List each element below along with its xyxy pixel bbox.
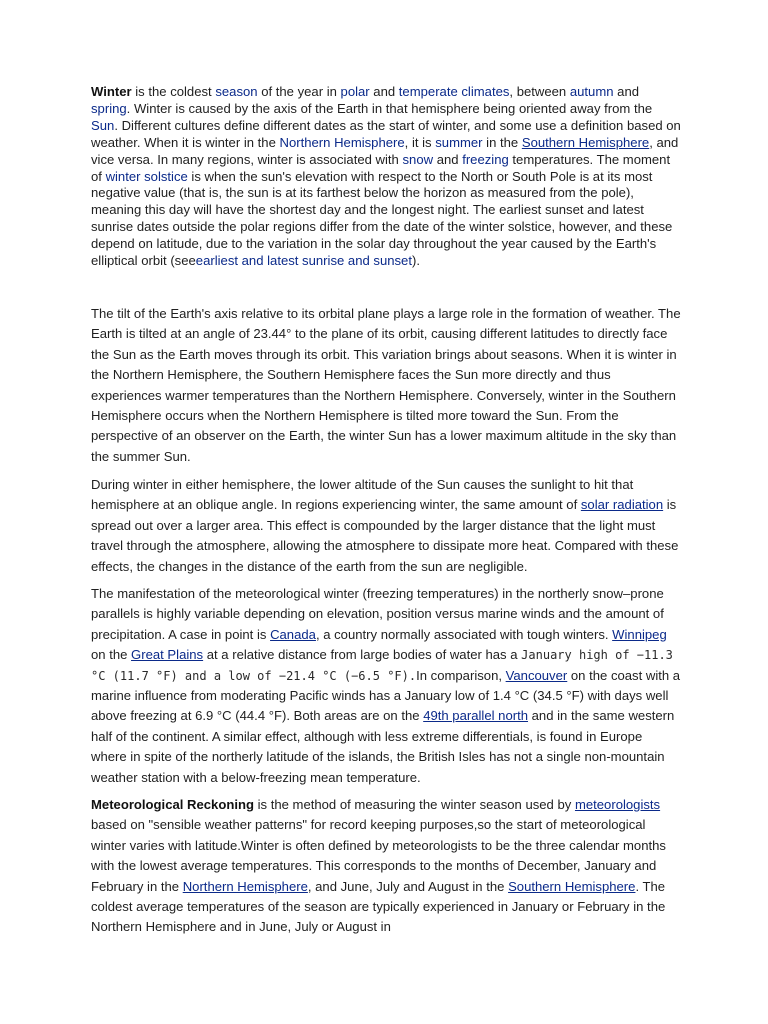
link-summer[interactable]: summer (435, 134, 483, 150)
link-southern-hemisphere-2[interactable]: Southern Hemisphere (508, 878, 636, 894)
link-vancouver[interactable]: Vancouver (505, 667, 568, 683)
link-season[interactable]: season (215, 84, 258, 99)
link-earliest-latest-sunrise-sunset[interactable]: earliest and latest sunrise and sunset (195, 253, 412, 269)
link-meteorologists[interactable]: meteorologists (574, 797, 661, 812)
text-run: , a country normally associated with tough winters. (315, 626, 613, 642)
link-great-plains[interactable]: Great Plains (131, 647, 204, 663)
text-run: is the method of measuring the winter season used by (253, 797, 575, 812)
link-autumn[interactable]: autumn (569, 84, 614, 99)
paragraph-axis-tilt: The tilt of the Earth's axis relative to its orbital plane plays a large role in the formation of weather. The Earth is tilted at an angle of 23.44° to the plane of its orbit, causing different latitudes to directly face the Sun as the Earth moves through its orbit. This variation brings about seasons. When it is winter in the Northern Hemisphere, the Southern Hemisphere faces the Sun more directly and thus experiences warmer temperatures than the Northern Hemisphere. Conversely, winter in the Southern Hemisphere occurs when the Northern Hemisphere is tilted more toward the Sun. From the perspective of an observer on the Earth, the winter Sun has a lower maximum altitude in the sky than the summer Sun. (91, 306, 681, 464)
text-run: , and vice versa. In many regions, winter is associated with (91, 134, 679, 167)
link-southern-hemisphere[interactable]: Southern Hemisphere (521, 134, 650, 150)
text-run: The manifestation of the meteorological winter (freezing temperatures) in the northerly snow–prone parallels is highly variable depending on elevation, position versus marine winds and the amount of precipitation. A case in point is (91, 586, 664, 642)
link-solar-radiation[interactable]: solar radiation (580, 497, 664, 513)
link-49th-parallel-north[interactable]: 49th parallel north (423, 708, 529, 724)
text-run: based on "sensible weather patterns" for record keeping purposes,so the start of meteorological winter varies with latitude.Winter is often defined by meteorologists to be the three calendar months with the lowest average temperatures. This corresponds to the months of December, January and February in the (91, 817, 666, 894)
paragraph-oblique-angle (91, 475, 681, 577)
link-sun[interactable]: Sun (91, 117, 115, 133)
winnipeg-temperature-text: January high of −11.3 °C (11.7 °F) and a low of −21.4 °C (−6.5 °F). (91, 648, 673, 683)
text-run: . The coldest average temperatures of the season are typically experienced in January or February in the Northern Hemisphere and in June, July or August in (91, 878, 666, 935)
text-run: temperatures. The moment of (91, 151, 671, 184)
link-spring[interactable]: spring (91, 100, 127, 116)
link-northern-hemisphere-2[interactable]: Northern Hemisphere (182, 878, 308, 894)
term-winter: Winter (91, 84, 132, 99)
link-winter-solstice[interactable]: winter solstice (105, 168, 188, 184)
text-run: is the coldest (131, 84, 216, 99)
link-polar[interactable]: polar (340, 84, 370, 99)
text-run: of the year in (257, 84, 341, 99)
link-temperate-climates[interactable]: temperate climates (398, 84, 510, 99)
text-run: , between (509, 84, 570, 99)
text-run: is when the sun's elevation with respect to the North or South Pole is at its most negative value (that is, the sun is at its farthest below the horizon as measured from the pole), meaning this day will have the shortest day and the longest night. The earliest sunset and latest sunrise dates outside the polar regions differ from the date of the winter solstice, however, and these depend on latitude, due to the variation in the solar day throughout the year caused by the Earth's elliptical orbit (see (91, 168, 673, 269)
text-run: , it is (404, 134, 436, 150)
link-winnipeg[interactable]: Winnipeg (612, 626, 667, 642)
paragraph-meteorological-winter (91, 584, 681, 788)
text-run: and in the same western half of the continent. A similar effect, although with less extreme differentials, is found in Europe where in spite of the northerly latitude of the islands, the British Isles has not a single non-mountain weather station with a below-freezing mean temperature. (91, 708, 675, 785)
link-snow[interactable]: snow (402, 151, 434, 167)
text-run: During winter in either hemisphere, the lower altitude of the Sun causes the sunlight to hit that hemisphere at an oblique angle. In regions experiencing winter, the same amount of (91, 477, 634, 513)
text-run: ). (411, 253, 420, 269)
text-run: on the (91, 647, 132, 663)
text-run: , and June, July and August in the (307, 878, 509, 894)
text-run: and (369, 84, 399, 99)
link-northern-hemisphere[interactable]: Northern Hemisphere (279, 134, 405, 150)
text-run: on the coast with a marine influence from moderating Pacific winds has a January low of 1.4 °C (34.5 °F) with days well above freezing at 6.9 °C (44.4 °F). Both areas are on the (91, 667, 681, 724)
term-meteorological-reckoning: Meteorological Reckoning (91, 797, 254, 812)
link-freezing[interactable]: freezing (462, 151, 509, 167)
text-run: . Different cultures define different dates as the start of winter, and some use a definition based on weather. When it is winter in the (91, 117, 681, 150)
link-canada[interactable]: Canada (270, 626, 316, 642)
text-run: in the (482, 134, 522, 150)
text-run: and (613, 84, 640, 99)
text-run: at a relative distance from large bodies of water has a (203, 647, 522, 663)
paragraph-meteorological-reckoning (91, 795, 681, 938)
text-run: . Winter is caused by the axis of the Earth in that hemisphere being oriented away from the (126, 100, 653, 116)
text-run: and (433, 151, 463, 167)
text-run: In comparison, (416, 667, 506, 683)
text-run: is spread out over a larger area. This effect is compounded by the larger distance that the light must travel through the atmosphere, allowing the atmosphere to dissipate more heat. Compared with these effects, the changes in the distance of the earth from the sun are negligible. (91, 497, 679, 574)
paragraph-winter-intro (91, 84, 681, 270)
